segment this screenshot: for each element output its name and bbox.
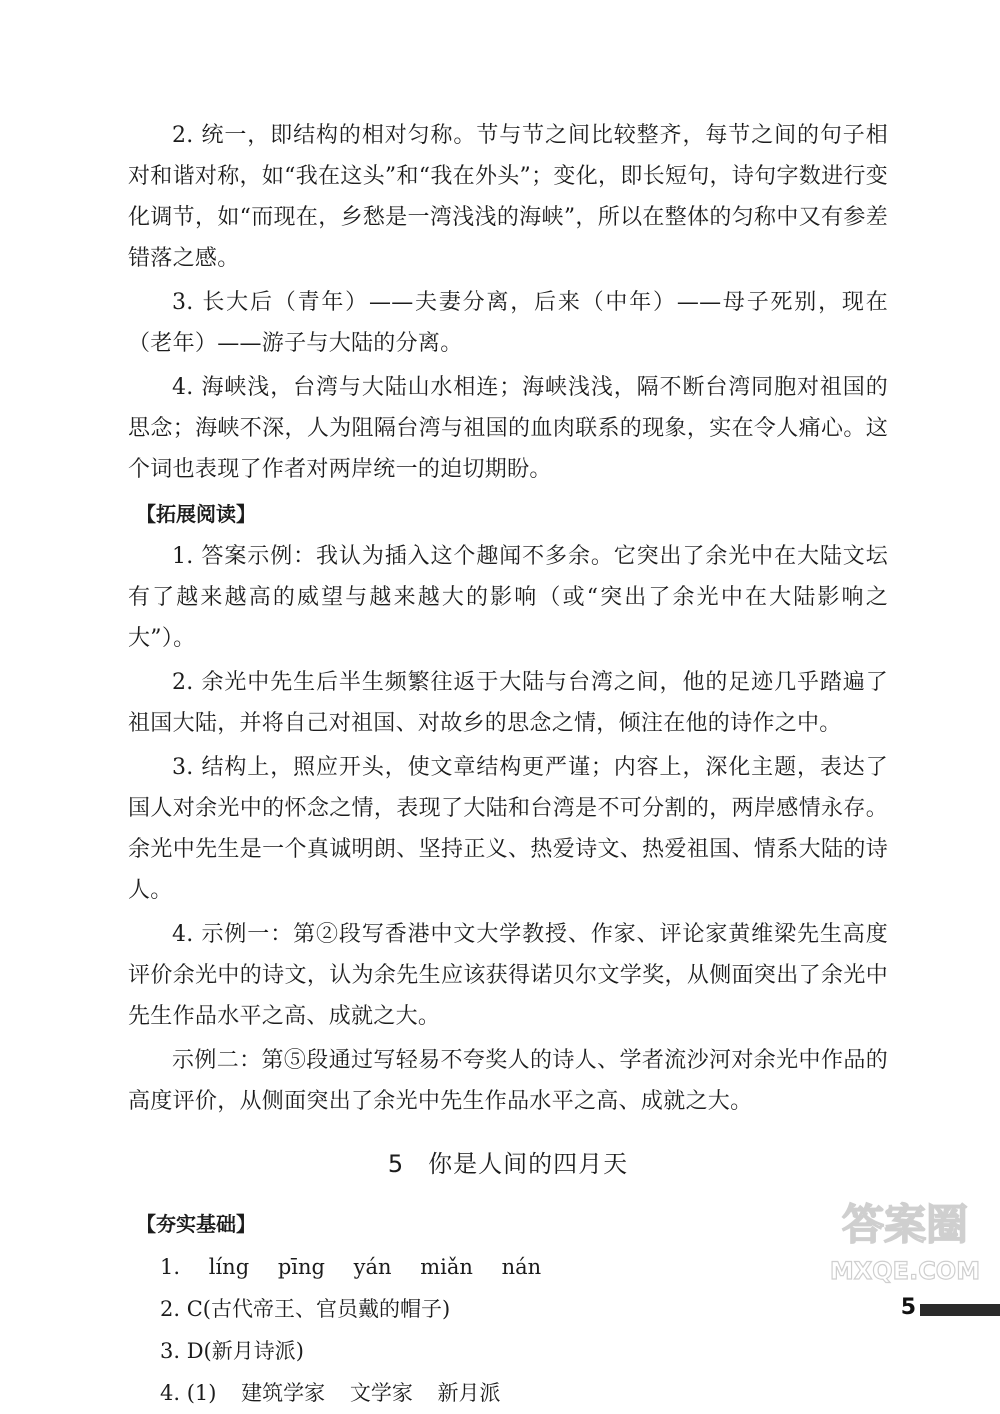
answer-item-3: 3. D(新月诗派)	[160, 1339, 304, 1363]
answer-word: 文学家	[349, 1381, 413, 1405]
watermark-logo	[820, 1184, 990, 1294]
answer-paragraph: 3. 结构上，照应开头，使文章结构更严谨；内容上，深化主题，表达了国人对余光中的怀念之情，表现了大陆和台湾是不可分割的，两岸感情永存。余光中先生是一个真诚明朗、坚持正义、热爱诗文、热爱祖国、情系大陆的诗人。	[128, 755, 888, 903]
pinyin-word: líng	[208, 1255, 250, 1279]
chapter-name: 你是人间的四月天	[428, 1150, 629, 1178]
answer-paragraph: 1. 答案示例：我认为插入这个趣闻不多余。它突出了余光中在大陆文坛有了越来越高的威望与越来越大的影响（或“突出了余光中在大陆影响之大”）。	[128, 544, 888, 651]
watermark-text-bottom: MXQE.COM	[829, 1257, 981, 1285]
pinyin-word: yán	[353, 1255, 392, 1279]
pinyin-word: miǎn	[420, 1255, 473, 1279]
pinyin-word: nán	[501, 1255, 542, 1279]
answer-word: 建筑学家	[241, 1381, 326, 1405]
content-area	[128, 115, 888, 1414]
answer-paragraph: 2. 统一，即结构的相对匀称。节与节之间比较整齐，每节之间的句子相对和谐对称，如“我在这头”和“我在外头”；变化，即长短句，诗句字数进行变化调节，如“而现在，乡愁是一湾浅浅的海峡”，所以在整体的匀称中又有参差错落之感。	[128, 123, 888, 271]
answer-paragraph: 4. 海峡浅，台湾与大陆山水相连；海峡浅浅，隔不断台湾同胞对祖国的思念；海峡不深，人为阻隔台湾与祖国的血肉联系的现象，实在令人痛心。这个词也表现了作者对两岸统一的迫切期盼。	[128, 375, 888, 482]
chapter-number: 5	[387, 1150, 405, 1178]
answer-item-1	[160, 1246, 888, 1288]
answer-paragraph: 示例二：第⑤段通过写轻易不夸奖人的诗人、学者流沙河对余光中作品的高度评价，从侧面突出了余光中先生作品水平之高、成就之大。	[128, 1048, 888, 1114]
section-heading-basic: 【夯实基础】	[136, 1212, 256, 1236]
answer-paragraph: 3. 长大后（青年）——夫妻分离，后来（中年）——母子死别，现在（老年）——游子与大陆的分离。	[128, 290, 888, 356]
answer-item-4	[160, 1372, 888, 1414]
page-number: 5	[900, 1295, 916, 1320]
answer-item-2: 2. C(古代帝王、官员戴的帽子)	[160, 1297, 451, 1321]
answer-paragraph: 4. 示例一：第②段写香港中文大学教授、作家、评论家黄维梁先生高度评价余光中的诗文，认为余先生应该获得诺贝尔文学奖，从侧面突出了余光中先生作品水平之高、成就之大。	[128, 922, 888, 1029]
section-heading-extended-reading: 【拓展阅读】	[136, 502, 256, 526]
page-number-bar	[920, 1304, 1000, 1316]
pinyin-word: pīng	[277, 1255, 325, 1279]
chapter-title	[128, 1144, 888, 1184]
item-number: 4. (1)	[160, 1381, 217, 1405]
answer-paragraph: 2. 余光中先生后半生频繁往返于大陆与台湾之间，他的足迹几乎踏遍了祖国大陆，并将自己对祖国、对故乡的思念之情，倾注在他的诗作之中。	[128, 670, 888, 736]
item-number: 1.	[160, 1255, 181, 1279]
answer-word: 新月派	[437, 1381, 501, 1405]
watermark-text-top: 答案圈	[841, 1200, 969, 1249]
